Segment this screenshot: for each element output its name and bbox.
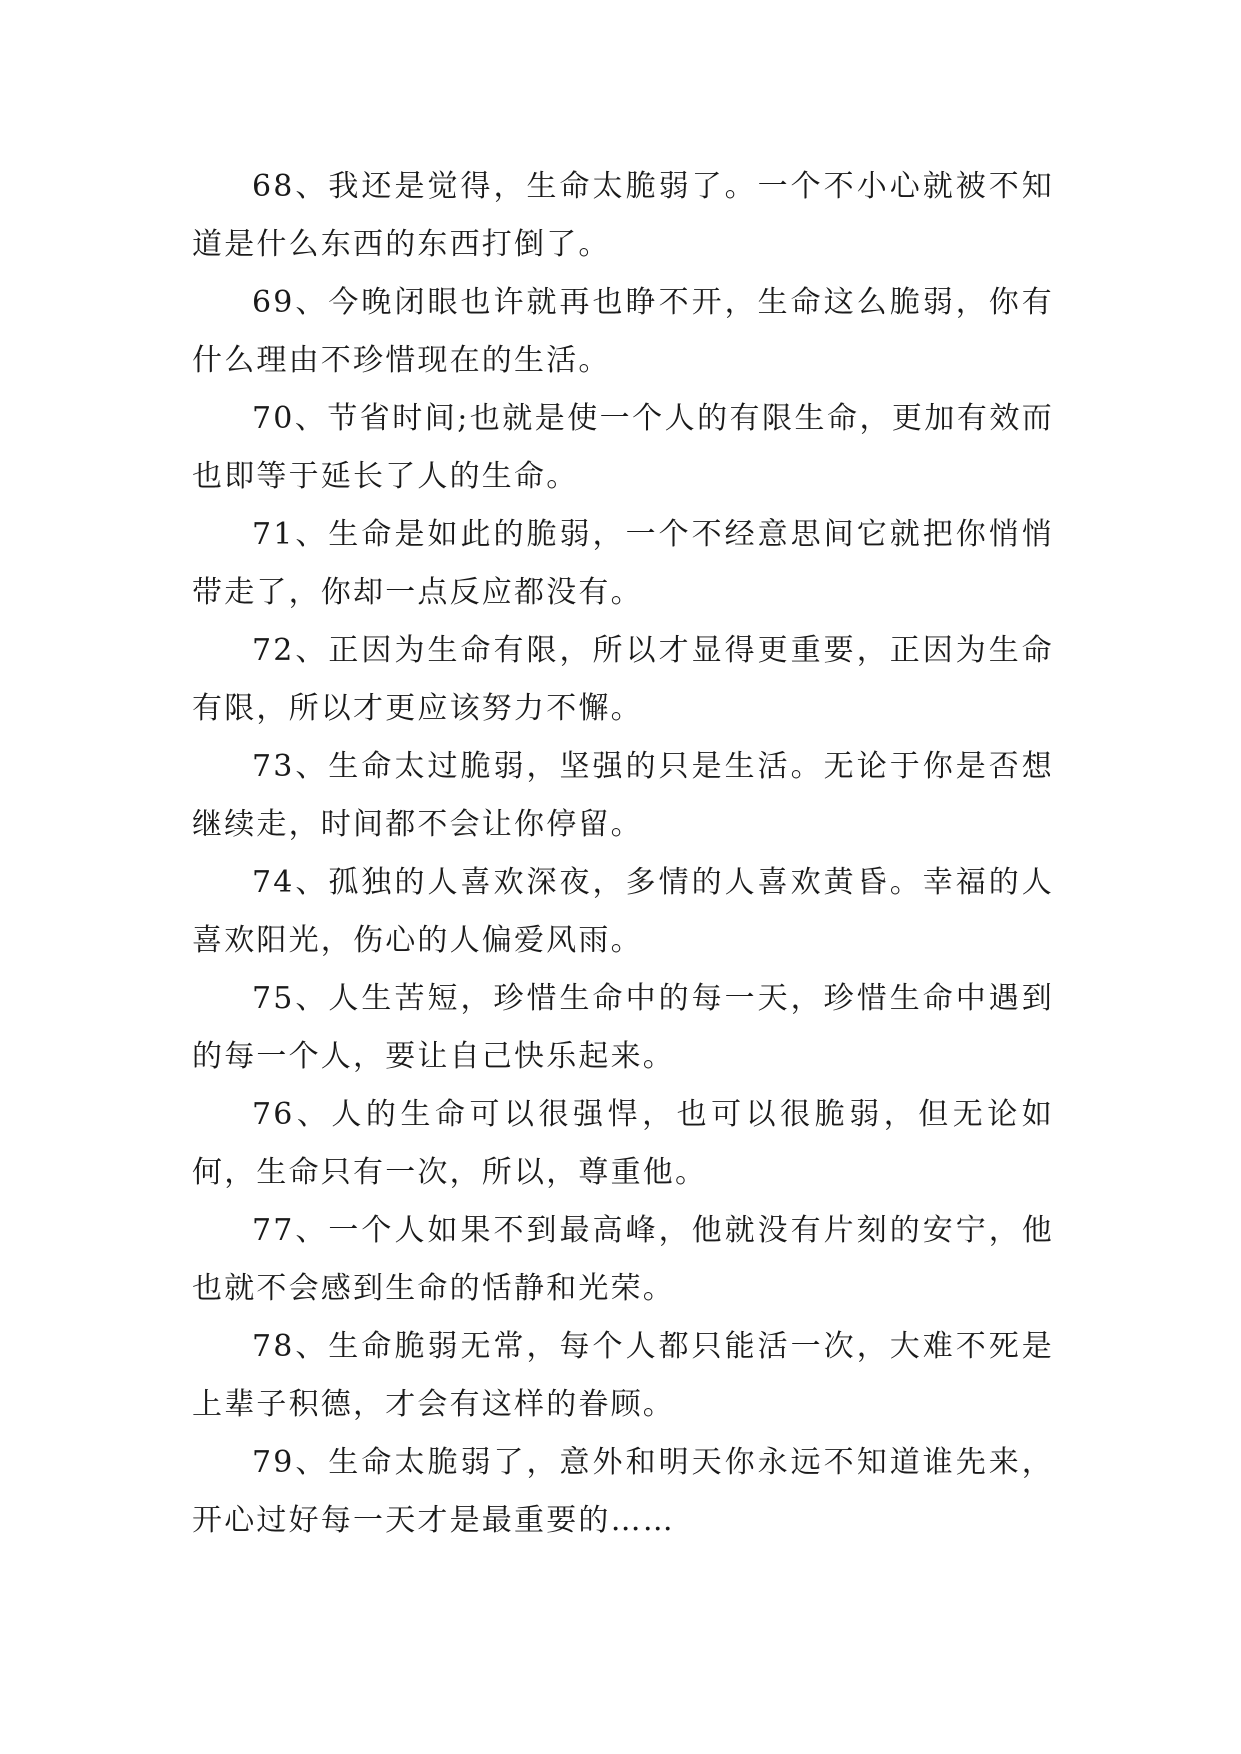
document-body [192,158,1054,1550]
quote-paragraph-72: 72、正因为生命有限，所以才显得更重要，正因为生命有限，所以才更应该努力不懈。 [192,633,1054,726]
quote-paragraph-77: 77、一个人如果不到最高峰，他就没有片刻的安宁，他也就不会感到生命的恬静和光荣。 [192,1213,1054,1306]
quote-paragraph-68: 68、我还是觉得，生命太脆弱了。一个不小心就被不知道是什么东西的东西打倒了。 [192,169,1054,262]
quote-paragraph-73: 73、生命太过脆弱，坚强的只是生活。无论于你是否想继续走，时间都不会让你停留。 [192,749,1054,842]
quote-paragraph-74: 74、孤独的人喜欢深夜，多情的人喜欢黄昏。幸福的人喜欢阳光，伤心的人偏爱风雨。 [192,865,1054,958]
quote-paragraph-78: 78、生命脆弱无常，每个人都只能活一次，大难不死是上辈子积德，才会有这样的眷顾。 [192,1329,1054,1422]
quote-paragraph-75: 75、人生苦短，珍惜生命中的每一天，珍惜生命中遇到的每一个人，要让自己快乐起来。 [192,981,1054,1074]
quote-paragraph-70: 70、节省时间;也就是使一个人的有限生命，更加有效而也即等于延长了人的生命。 [192,401,1054,494]
quote-paragraph-76: 76、人的生命可以很强悍，也可以很脆弱，但无论如何，生命只有一次，所以，尊重他。 [192,1097,1054,1190]
quote-paragraph-71: 71、生命是如此的脆弱，一个不经意思间它就把你悄悄带走了，你却一点反应都没有。 [192,517,1054,610]
quote-paragraph-69: 69、今晚闭眼也许就再也睁不开，生命这么脆弱，你有什么理由不珍惜现在的生活。 [192,285,1054,378]
quote-paragraph-79: 79、生命太脆弱了，意外和明天你永远不知道谁先来，开心过好每一天才是最重要的…… [192,1445,1054,1538]
